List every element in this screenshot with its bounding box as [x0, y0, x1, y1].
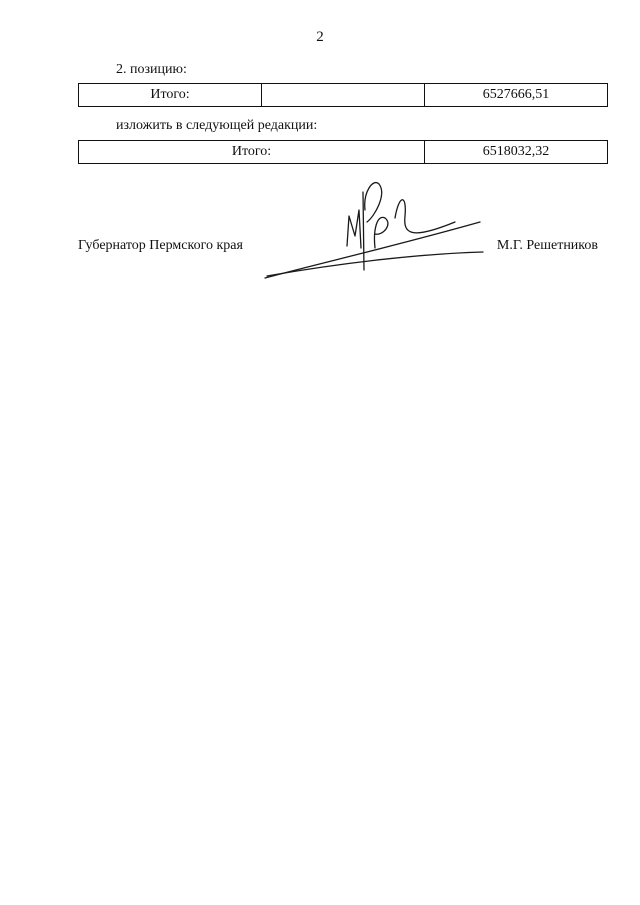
signatory-title: Губернатор Пермского края: [78, 238, 243, 253]
total-value-cell: 6527666,51: [425, 84, 608, 107]
empty-cell: [262, 84, 425, 107]
table-row: [79, 84, 608, 107]
page-number: 2: [316, 29, 324, 45]
total-value-cell: 6518032,32: [425, 141, 608, 164]
total-label-cell: Итого:: [79, 84, 262, 107]
table-row: [79, 141, 608, 164]
handwritten-signature: [255, 170, 485, 285]
replace-paragraph: изложить в следующей редакции:: [116, 118, 318, 133]
signatory-name: М.Г. Решетников: [496, 238, 598, 253]
total-label-cell: Итого:: [79, 141, 425, 164]
new-totals-table: [78, 140, 608, 164]
item-paragraph: 2. позицию:: [116, 62, 187, 77]
old-totals-table: [78, 83, 608, 107]
